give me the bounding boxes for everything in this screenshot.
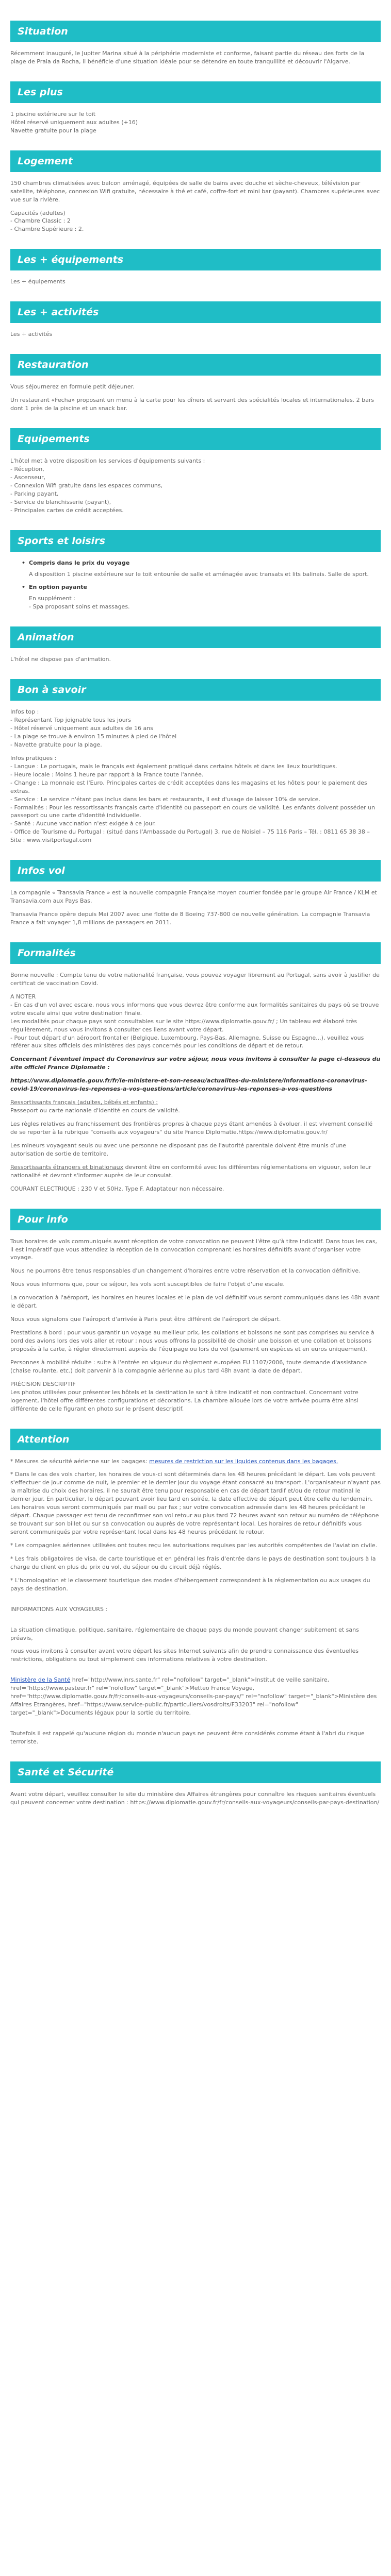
covid-link[interactable]: https://www.diplomatie.gouv.fr/fr/le-ministere-et-son-reseau/actualites-du-ministere/informations-coronavirus-covid-19/coronavirus-les-reponses-a-vos-questions/article/coronavirus-les-reponses-a-vos-questions: [10, 1077, 367, 1093]
attention-text: * Les frais obligatoires de visa, de carte touristique et en général les frais d'entrée dans le pays de destination sont toujours à la charge du client en plus du prix du vol, du séjour ou du circuit déjà réglés.: [10, 1555, 376, 1570]
situation-section: [10, 21, 381, 66]
bon-savoir-line: - Heure locale : Moins 1 heure par rapport à la France toute l'année.: [10, 771, 204, 778]
bon-savoir-line: - Représentant Top joignable tous les jours: [10, 717, 131, 724]
bon-savoir-line: Infos pratiques :: [10, 754, 57, 761]
equipements-intro: L'hôtel met à votre disposition les services d'équipements suivants :: [10, 457, 205, 464]
formalites-note: Les modalités pour chaque pays sont consultables sur le site https://www.diplomatie.gouv.fr/ ; Un tableau est élaboré très régulièrement, nous vous invitons à consulter ces liens avant votre départ.: [10, 1018, 357, 1033]
logement-text: 150 chambres climatisées avec balcon aménagé, équipées de salle de bains avec douche et sèche-cheveux, télévision par satellite, téléphone, connexion Wifi gratuite, nécessaire à thé et café, coffre-fort et mini bar (payant). Chambres supérieures avec vue sur la rivière.: [10, 179, 380, 203]
liquids-link[interactable]: mesures de restriction sur les liquides contenus dans les bagages.: [149, 1458, 338, 1465]
bon-savoir-line: - Santé : Aucune vaccination n'est exigée à ce jour.: [10, 820, 156, 827]
attention-label: * Mesures de sécurité aérienne sur les bagages:: [10, 1458, 150, 1465]
bon-savoir-line: - Office de Tourisme du Portugal : (situé dans l'Ambassade du Portugal) 3, rue de Noisiel – 75 116 Paris – Tél. : 0811 65 38 38 – Site : www.visitportugal.com: [10, 828, 370, 844]
nationals-text: Passeport ou carte nationale d'identité en cours de validité.: [10, 1107, 180, 1114]
info-text: Nous vous informons que, pour ce séjour, les vols sont susceptibles de faire l'objet d'une escale.: [10, 1281, 285, 1288]
foreigners-title: Ressortissants étrangers et binationaux: [10, 1163, 124, 1171]
formalites-note: - En cas d'un vol avec escale, nous vous informons que vous devrez être conforme aux formalités sanitaires du pays où se trouve votre escale ainsi que votre destination finale.: [10, 1001, 379, 1016]
info-text: La convocation à l'aéroport, les horaires en heures locales et le plan de vol définitif vous seront communiqués dans les 48h avant le départ.: [10, 1294, 380, 1310]
sports-item-title: • En option payante: [22, 583, 381, 591]
situation-text: Récemment inauguré, le Jupiter Marina situé à la périphérie moderniste et conforme, faisant partie du réseau des forts de la plage de Praia da Rocha, il bénéficie d'une situation idéale pour se détendre en toute tranquillité et découvrir l'Algarve.: [10, 50, 365, 65]
activites-plus-text: Les + activités: [10, 331, 53, 338]
animation-section: [10, 626, 381, 664]
equipements-section: [10, 428, 381, 515]
bon-savoir-line: - La plage se trouve à environ 15 minutes à pied de l'hôtel: [10, 733, 177, 740]
capacities-title: Capacités (adultes): [10, 209, 66, 216]
attention-text: [10, 1458, 381, 1466]
bon-savoir-line: - Hôtel réservé uniquement aux adultes de 16 ans: [10, 725, 153, 732]
links-raw-text: href="http://www.inrs.sante.fr" rel="nofollow" target="_blank">Institut de veille sanitaire, href="https://www.pasteur.fr" rel="nofollow" target="_blank">Metteo France Voyage, href="http://www.diplomatie.gouv.fr/fr/conseils-aux-voyageurs/conseils-par-pays/" rel="nofollow" target="_blank">Ministère des Affaires Etrangères, href="https://www.service-public.fr/particuliers/vosdroits/F33203" rel="nofollow" target="_blank">Documents légaux pour la sortie du territoire.: [10, 1676, 377, 1717]
info-text: Prestations à bord : pour vous garantir un voyage au meilleur prix, les collations et boissons ne sont pas comprises au service à bord des avions lors des vols aller et retour ; nous vous offrons la possibilité de choisir une boisson et une collation et boissons proposés à la carte, à régler directement auprès de l'équipage ou lors du vol (paiement en espèces et en euros uniquement).: [10, 1329, 374, 1352]
section-title-formalites: Formalités: [10, 942, 381, 964]
sante-text: Avant votre départ, veuillez consulter le site du ministère des Affaires étrangères pour connaître les risques sanitaires éventuels qui peuvent concerner votre destination : https://www.diplomatie.gouv.fr/fr/conseils-aux-voyageurs/conseils-par-pays-destination/: [10, 1790, 380, 1806]
info-text: Personnes à mobilité réduite : suite à l'entrée en vigueur du règlement européen EU 1107/2006, toute demande d'assistance (chaise roulante, etc.) doit parvenir à la compagnie aérienne au plus tard 48h avant la date de départ.: [10, 1359, 367, 1374]
sports-item-text: A disposition 1 piscine extérieure sur le toit entourée de salle et aménagée avec transats et lits balinais. Salle de sport.: [29, 570, 369, 578]
attention-section: [10, 1429, 381, 1746]
equipement-line: - Réception,: [10, 465, 44, 472]
travellers-info-title: INFORMATIONS AUX VOYAGEURS :: [10, 1605, 108, 1613]
links-block: [10, 1676, 381, 1717]
nationals-title: Ressortissants français (adultes, bébés et enfants) :: [10, 1099, 158, 1106]
capacity-line: - Chambre Supérieure : 2.: [10, 226, 84, 233]
foreigners-body: devront être en conformité avec les différentes réglementations en vigueur, selon leur nationalité et devront s'informer auprès de leur consulat.: [10, 1163, 371, 1179]
formalites-section: [10, 942, 381, 1193]
restauration-text: Un restaurant «Fecha» proposant un menu à la carte pour les dîners et servant des spécialités locales et internationales. 2 bars dont 1 près de la piscine et un snack bar.: [10, 397, 374, 412]
bon-savoir-line: - Navette gratuite pour la plage.: [10, 741, 102, 748]
bon-savoir-line: - Service : Le service n'étant pas inclus dans les bars et restaurants, il est d'usage de laisser 10% de service.: [10, 795, 320, 803]
logement-section: [10, 150, 381, 234]
attention-text: * Les compagnies aériennes utilisées ont toutes reçu les autorisations requises par les autorités compétentes de l'aviation civile.: [10, 1541, 378, 1549]
section-title-sports: Sports et loisirs: [10, 530, 381, 552]
section-title-plus: Les plus: [10, 81, 381, 103]
regles-text: Les règles relatives au franchissement des frontières propres à chaque pays étant amenées à évoluer, il est vivement conseillé de se reporter à la rubrique "conseils aux voyageurs" du site France Diplomatie.https://www.diplomatie.gouv.fr/: [10, 1121, 373, 1136]
foreigners-text: [10, 1163, 381, 1180]
equipements-plus-text: Les + équipements: [10, 278, 66, 285]
capacity-line: - Chambre Classic : 2: [10, 217, 71, 225]
equipements-plus-section: [10, 249, 381, 286]
bon-savoir-line: - Change : La monnaie est l'Euro. Principales cartes de crédit acceptées dans les magasins et les hôtels pour le paiement des extras.: [10, 779, 367, 794]
attention-text: * Dans le cas des vols charter, les horaires de vous-ci sont déterminés dans les 48 heures précédant le départ. Les vols peuvent s'effectuer de jour comme de nuit, le premier et le dernier jour du voyage étant consacré au transport. L'organisateur n'ayant pas la maîtrise du choix des horaires, il ne saurait être tenu pour responsable en cas de départ tardif et/ou de retour matinal le dernier jour. En particulier, le départ pouvant avoir lieu tard en soirée, la date effective de départ peut être celle du lendemain. Les horaires vous seront communiqués par mail ou par fax ; sur votre convocation adressée dans les 48 heures précédant le départ. Chaque passager est tenu de reconfirmer son vol retour au plus tard 72 heures avant son retour au numéro de téléphone se trouvant sur son billet ou sur sa convocation ou auprès de votre représentant local. Les horaires de retour définitifs vous seront communiqués par votre représentant local dans les 48 heures précédant le retour.: [10, 1471, 381, 1535]
sports-item-text: - Spa proposant soins et massages.: [29, 603, 130, 611]
mineurs-text: Les mineurs voyageant seuls ou avec une personne ne disposant pas de l'autorité parentale doivent être munis d'une autorisation de sortie de territoire.: [10, 1142, 346, 1157]
section-title-animation: Animation: [10, 626, 381, 648]
sante-section: [10, 1761, 381, 1807]
equipement-line: - Service de blanchisserie (payant),: [10, 498, 111, 505]
sports-item-title: • Compris dans le prix du voyage: [22, 559, 381, 567]
formalites-note: - Pour tout départ d'un aéroport frontalier (Belgique, Luxembourg, Pays-Bas, Allemagne, Suisse ou Espagne...), veuillez vous référer aux sites officiels des ministères des pays concernés pour les conditions de départ et de retour.: [10, 1034, 364, 1049]
bon-savoir-line: - Formalités : Pour les ressortissants français carte d'identité ou passeport en cours de validité. Les enfants doivent posséder un passeport ou une carte d'identité individuelle.: [10, 804, 376, 819]
travellers-info-text: La situation climatique, politique, sanitaire, réglementaire de chaque pays du monde pouvant changer subitement et sans préavis,: [10, 1626, 359, 1641]
formalites-intro: Bonne nouvelle : Compte tenu de votre nationalité française, vous pouvez voyager librement au Portugal, sans avoir à justifier de certificat de vaccination Covid.: [10, 971, 380, 987]
bon-savoir-section: [10, 679, 381, 844]
precision-text: Les photos utilisées pour présenter les hôtels et la destination le sont à titre indicatif et non contractuel. Concernant votre logement, l'hôtel offre différentes configurations et décorations. La chambre allouée lors de votre arrivée pourra être ainsi différente de celle figurant en photo sur le présent descriptif.: [10, 1388, 359, 1412]
info-text: Tous horaires de vols communiqués avant réception de votre convocation ne peuvent l'être qu'à titre indicatif. Dans tous les cas, il est impératif que vous attendiez la réception de la convocation comprenant les horaires définitifs avant d'organiser votre voyage.: [10, 1238, 378, 1261]
equipement-line: - Parking payant,: [10, 490, 59, 497]
bon-savoir-line: - Langue : Le portugais, mais le français est également pratiqué dans certains hôtels et dans les lieux touristiques.: [10, 762, 337, 770]
infos-vol-section: [10, 860, 381, 927]
plus-line: Hôtel réservé uniquement aux adultes (+16): [10, 118, 138, 126]
section-title-pour-info: Pour info: [10, 1209, 381, 1230]
infos-vol-text: La compagnie « Transavia France » est la nouvelle compagnie Française moyen courrier fondée par le groupe Air France / KLM et Transavia.com aux Pays Bas.: [10, 889, 377, 905]
courant-text: COURANT ELECTRIQUE : 230 V et 50Hz. Type F. Adaptateur non nécessaire.: [10, 1185, 224, 1192]
section-title-infos-vol: Infos vol: [10, 860, 381, 882]
section-title-equipements-plus: Les + équipements: [10, 249, 381, 270]
formalites-note-title: A NOTER: [10, 993, 36, 1000]
terrorism-text: Toutefois il est rappelé qu'aucune région du monde n'aucun pays ne peuvent être considérés comme étant à l'abri du risque terroriste.: [10, 1730, 365, 1745]
infos-vol-text: Transavia France opère depuis Mai 2007 avec une flotte de 8 Boeing 737-800 de nouvelle génération. La compagnie Transavia France a fait voyager 1,8 millions de passagers en 2011.: [10, 911, 370, 926]
activites-plus-section: [10, 301, 381, 338]
sports-item-text: En supplément :: [29, 595, 75, 602]
attention-text: * L'homologation et le classement touristique des modes d'hébergement correspondent à la réglementation ou aux usages du pays de destination.: [10, 1577, 370, 1592]
section-title-attention: Attention: [10, 1429, 381, 1450]
sports-section: [10, 530, 381, 612]
section-title-sante: Santé et Sécurité: [10, 1761, 381, 1783]
info-text: Nous ne pourrons être tenus responsables d'un changement d'horaires entre votre réservation et la convocation définitive.: [10, 1267, 361, 1275]
plus-section: [10, 81, 381, 135]
precision-title: PRÉCISION DESCRIPTIF: [10, 1380, 76, 1387]
section-title-equipements: Equipements: [10, 428, 381, 450]
section-title-logement: Logement: [10, 150, 381, 172]
travellers-info-text: nous vous invitons à consulter avant votre départ les sites Internet suivants afin de prendre connaissance des éventuelles restrictions, obligations ou tout simplement des informations relatives à votre destination.: [10, 1648, 359, 1663]
info-text: Nous vous signalons que l'aéroport d'arrivée à Paris peut être différent de l'aéroport de départ.: [10, 1316, 281, 1323]
covid-title: Concernant l'éventuel impact du Coronavirus sur votre séjour, nous vous invitons à consulter la page ci-dessous du site officiel France Diplomatie :: [10, 1056, 381, 1071]
equipement-line: - Connexion Wifi gratuite dans les espaces communs,: [10, 482, 163, 489]
section-title-restauration: Restauration: [10, 354, 381, 376]
section-title-bon-savoir: Bon à savoir: [10, 679, 381, 701]
sante-link[interactable]: Ministère de la Santé: [10, 1676, 71, 1684]
restauration-formula: Vous séjournerez en formule petit déjeuner.: [10, 383, 135, 391]
section-title-activites-plus: Les + activités: [10, 301, 381, 323]
pour-info-section: [10, 1209, 381, 1413]
equipement-line: - Ascenseur,: [10, 473, 45, 481]
equipement-line: - Principales cartes de crédit acceptées.: [10, 506, 124, 514]
plus-line: Navette gratuite pour la plage: [10, 127, 96, 134]
sports-item: [22, 559, 381, 579]
plus-line: 1 piscine extérieure sur le toit: [10, 110, 96, 117]
section-title-situation: Situation: [10, 21, 381, 42]
bon-savoir-line: Infos top :: [10, 708, 39, 716]
restauration-section: [10, 354, 381, 413]
sports-item: [22, 583, 381, 611]
animation-text: L'hôtel ne dispose pas d'animation.: [10, 656, 111, 663]
